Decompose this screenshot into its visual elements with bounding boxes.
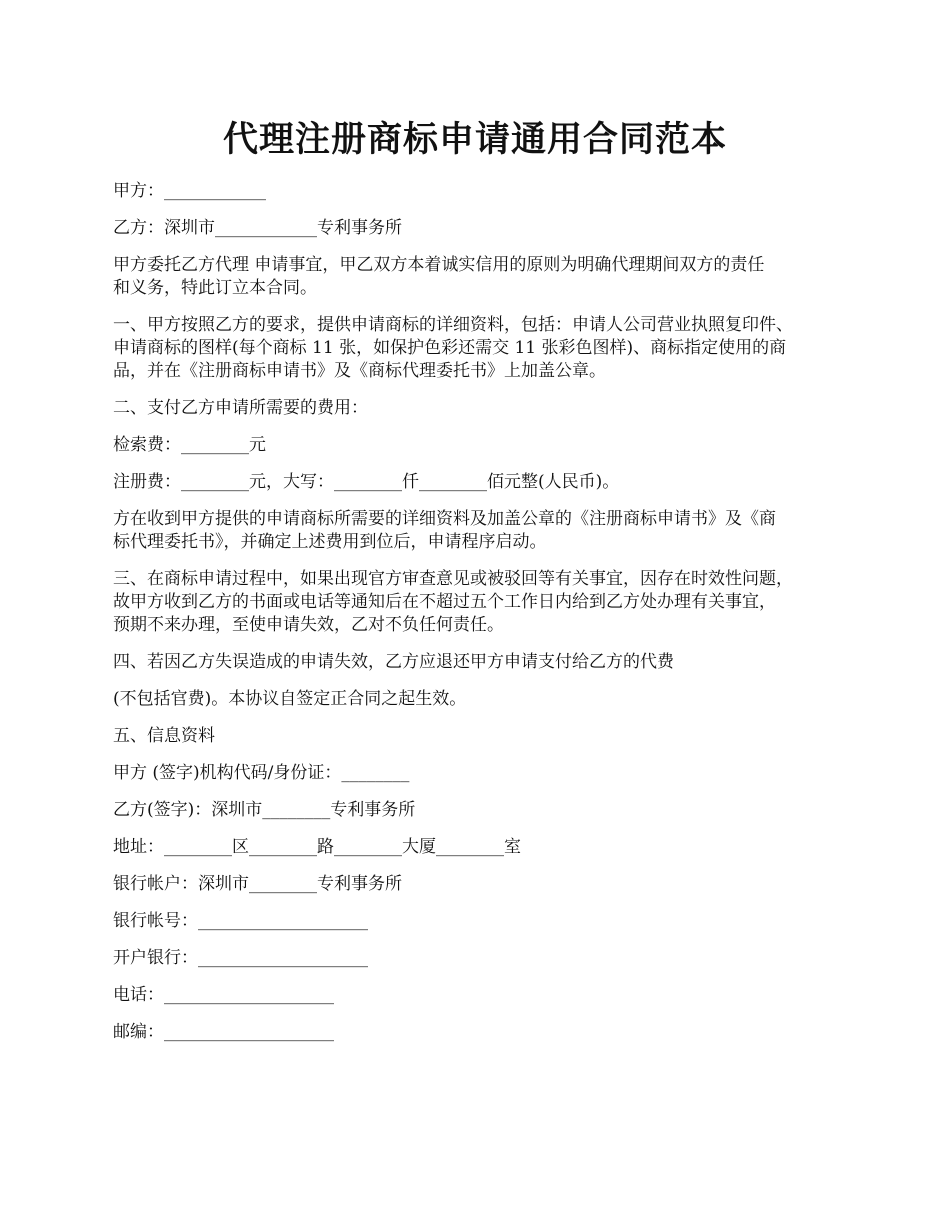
paragraph-clause-2	[113, 397, 858, 420]
paragraph-clause-4	[113, 651, 858, 674]
text-line: 标代理委托书》，并确定上述费用到位后，申请程序启动。	[113, 532, 547, 552]
document-title: 代理注册商标申请通用合同范本	[222, 119, 727, 160]
text-line: 一、甲方按照乙方的要求，提供申请商标的详细资料，包括：申请人公司营业执照复印件、	[113, 315, 793, 335]
text-line: 申请商标的图样(每个商标 11 张，如保护色彩还需交 11 张彩色图样)、商标指定使用的商	[113, 338, 787, 358]
text-line: 地址：________区________路________大厦________室	[113, 837, 521, 857]
paragraph-search-fee	[113, 434, 858, 457]
text-line: 二、支付乙方申请所需要的费用：	[113, 398, 368, 418]
paragraph-party-b	[113, 217, 858, 240]
text-line: 四、若因乙方失误造成的申请失效，乙方应退还甲方申请支付给乙方的代费	[113, 652, 674, 672]
paragraph-intro	[113, 254, 858, 300]
text-line: (不包括官费)。本协议自签定正合同之起生效。	[113, 689, 467, 709]
text-line: 五、信息资料	[113, 726, 215, 746]
field-party-a-signature	[113, 762, 858, 785]
text-line: 故甲方收到乙方的书面或电话等通知后在不超过五个工作日内给到乙方处办理有关事宜，	[113, 592, 776, 612]
text-line: 乙方：深圳市____________专利事务所	[113, 218, 402, 238]
field-address	[113, 836, 858, 859]
text-line: 甲方 (签字)机构代码/身份证：________	[113, 763, 410, 783]
document-body	[113, 180, 858, 1058]
text-line: 乙方(签字)：深圳市________专利事务所	[113, 800, 416, 820]
text-line: 甲方委托乙方代理 申请事宜，甲乙双方本着诚实信用的原则为明确代理期间双方的责任	[113, 255, 765, 275]
field-phone	[113, 984, 858, 1007]
text-line: 注册费：________元，大写：________仟________佰元整(人民币)。	[113, 472, 620, 492]
field-postcode	[113, 1021, 858, 1044]
text-line: 品，并在《注册商标申请书》及《商标代理委托书》上加盖公章。	[113, 361, 606, 381]
text-line: 甲方：____________	[113, 181, 266, 201]
text-line: 银行帐户：深圳市________专利事务所	[113, 874, 402, 894]
text-line: 银行帐号：____________________	[113, 911, 368, 931]
text-line: 电话：____________________	[113, 985, 334, 1005]
text-line: 预期不来办理，至使申请失效，乙对不负任何责任。	[113, 615, 504, 635]
field-bank-name	[113, 947, 858, 970]
paragraph-clause-5	[113, 725, 858, 748]
text-line: 方在收到甲方提供的申请商标所需要的详细资料及加盖公章的《注册商标申请书》及《商	[113, 509, 776, 529]
paragraph-clause-1	[113, 314, 858, 383]
field-party-b-signature	[113, 799, 858, 822]
field-bank-account-name	[113, 873, 858, 896]
paragraph-effective	[113, 688, 858, 711]
text-line: 邮编：____________________	[113, 1022, 334, 1042]
text-line: 和义务，特此订立本合同。	[113, 278, 317, 298]
text-line: 开户银行：____________________	[113, 948, 368, 968]
paragraph-procedure-start	[113, 508, 858, 554]
paragraph-registration-fee	[113, 471, 858, 494]
paragraph-clause-3	[113, 568, 858, 637]
paragraph-party-a	[113, 180, 858, 203]
text-line: 检索费：________元	[113, 435, 266, 455]
text-line: 三、在商标申请过程中，如果出现官方审查意见或被驳回等有关事宜，因存在时效性问题，	[113, 569, 793, 589]
field-bank-account-number	[113, 910, 858, 933]
